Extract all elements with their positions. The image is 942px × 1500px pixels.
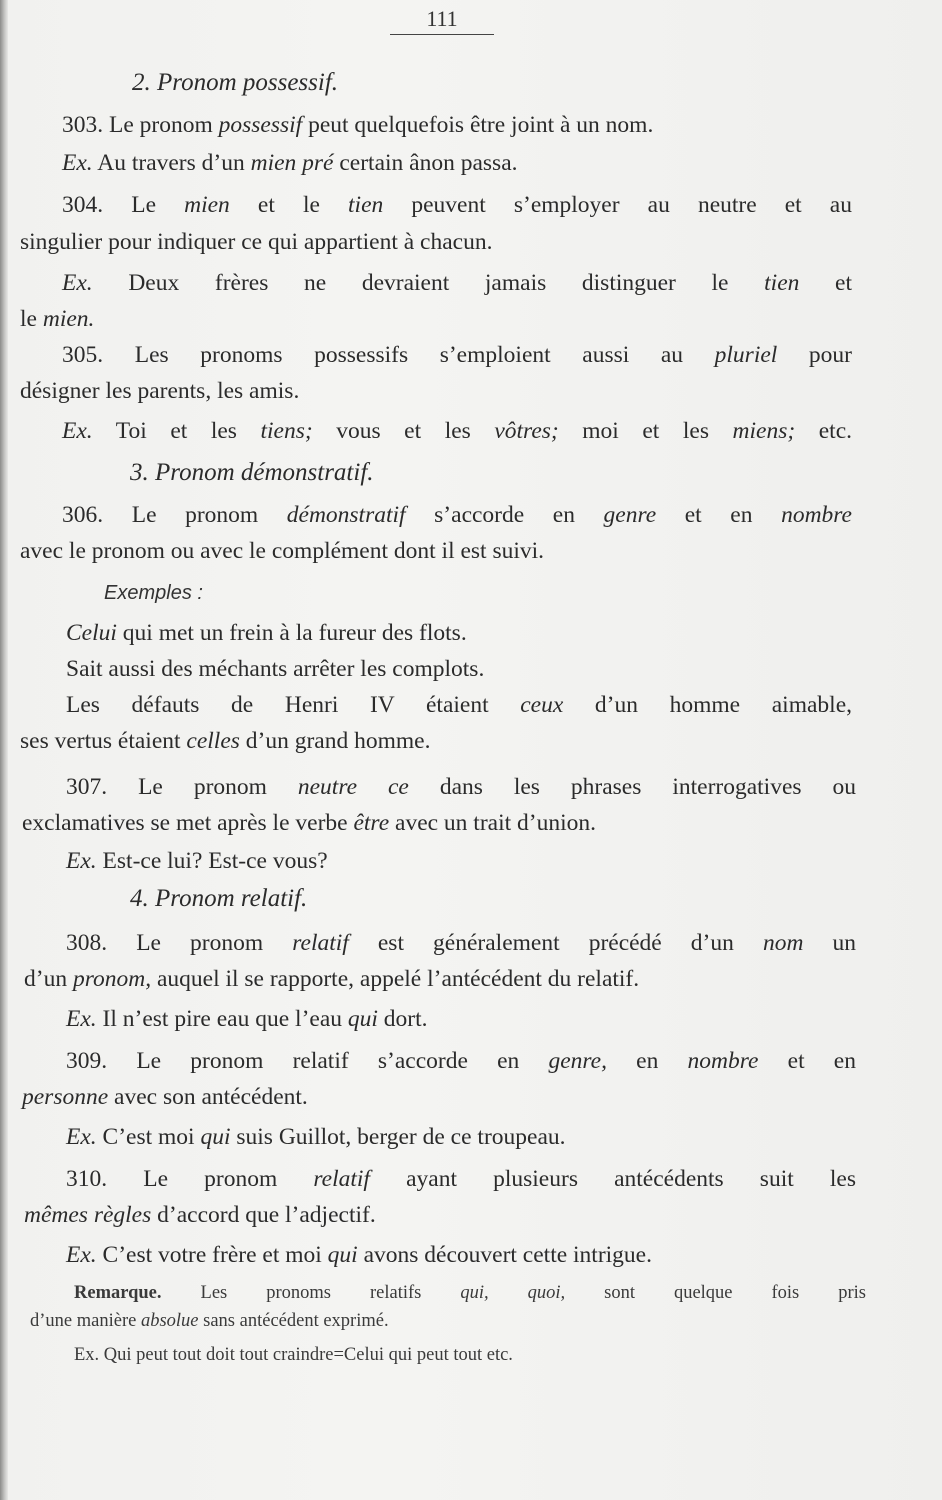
paragraph-304-line1: 304. Le mien et le tien peuvent s’employer au neutre et au — [62, 192, 852, 218]
example-306-line2: Sait aussi des méchants arrêter les complots. — [66, 656, 485, 682]
paragraph-306-line1: 306. Le pronom démonstratif s’accorde en genre et en nombre — [62, 502, 852, 528]
page-binding-edge — [0, 0, 8, 1500]
remarque-line2: d’une manière absolue sans antécédent exprimé. — [30, 1311, 389, 1331]
example-307: Ex. Est-ce lui? Est-ce vous? — [66, 848, 328, 874]
paragraph-310-line2: mêmes règles d’accord que l’adjectif. — [24, 1202, 376, 1228]
example-308: Ex. Il n’est pire eau que l’eau qui dort. — [66, 1006, 428, 1032]
page-number: 111 — [390, 4, 494, 35]
paragraph-307-line2: exclamatives se met après le verbe être avec un trait d’union. — [22, 810, 597, 836]
section-heading-possessif: 2. Pronom possessif. — [132, 69, 339, 96]
section-heading-relatif: 4. Pronom relatif. — [130, 885, 308, 912]
paragraph-305-line2: désigner les parents, les amis. — [20, 378, 300, 404]
paragraph-309-line2: personne avec son antécédent. — [22, 1084, 308, 1110]
examples-label: Exemples : — [104, 582, 203, 604]
example-304-line1: Ex. Deux frères ne devraient jamais distinguer le tien et — [62, 270, 852, 296]
example-306-line3: Les défauts de Henri IV étaient ceux d’un homme aimable, — [66, 692, 852, 718]
paragraph-304-line2: singulier pour indiquer ce qui appartient à chacun. — [20, 229, 493, 255]
paragraph-306-line2: avec le pronom ou avec le complément dont il est suivi. — [20, 538, 545, 564]
paragraph-308-line1: 308. Le pronom relatif est généralement précédé d’un nom un — [66, 930, 857, 956]
paragraph-309-line1: 309. Le pronom relatif s’accorde en genre, en nombre et en — [66, 1048, 856, 1074]
remarque-example: Ex. Qui peut tout doit tout craindre=Celui qui peut tout etc. — [74, 1345, 513, 1365]
example-303: Ex. Au travers d’un mien pré certain ânon passa. — [62, 150, 518, 176]
example-305: Ex. Toi et les tiens; vous et les vôtres; moi et les miens; etc. — [62, 418, 852, 444]
remarque-line1: Remarque. Les pronoms relatifs qui, quoi, sont quelque fois pris — [74, 1283, 867, 1303]
example-306-line4: ses vertus étaient celles d’un grand homme. — [20, 728, 431, 754]
paragraph-303: 303. Le pronom possessif peut quelquefois être joint à un nom. — [62, 112, 654, 138]
paragraph-305-line1: 305. Les pronoms possessifs s’emploient aussi au pluriel pour — [62, 342, 853, 368]
paragraph-310-line1: 310. Le pronom relatif ayant plusieurs antécédents suit les — [66, 1166, 856, 1192]
example-309: Ex. C’est moi qui suis Guillot, berger de ce troupeau. — [66, 1124, 566, 1150]
section-heading-demonstratif: 3. Pronom démonstratif. — [130, 459, 374, 486]
paragraph-308-line2: d’un pronom, auquel il se rapporte, appelé l’antécédent du relatif. — [24, 966, 640, 992]
example-306-line1: Celui qui met un frein à la fureur des flots. — [66, 620, 467, 646]
example-304-line2: le mien. — [20, 306, 95, 332]
example-310: Ex. C’est votre frère et moi qui avons découvert cette intrigue. — [66, 1242, 652, 1268]
paragraph-307-line1: 307. Le pronom neutre ce dans les phrases interrogatives ou — [66, 774, 856, 800]
